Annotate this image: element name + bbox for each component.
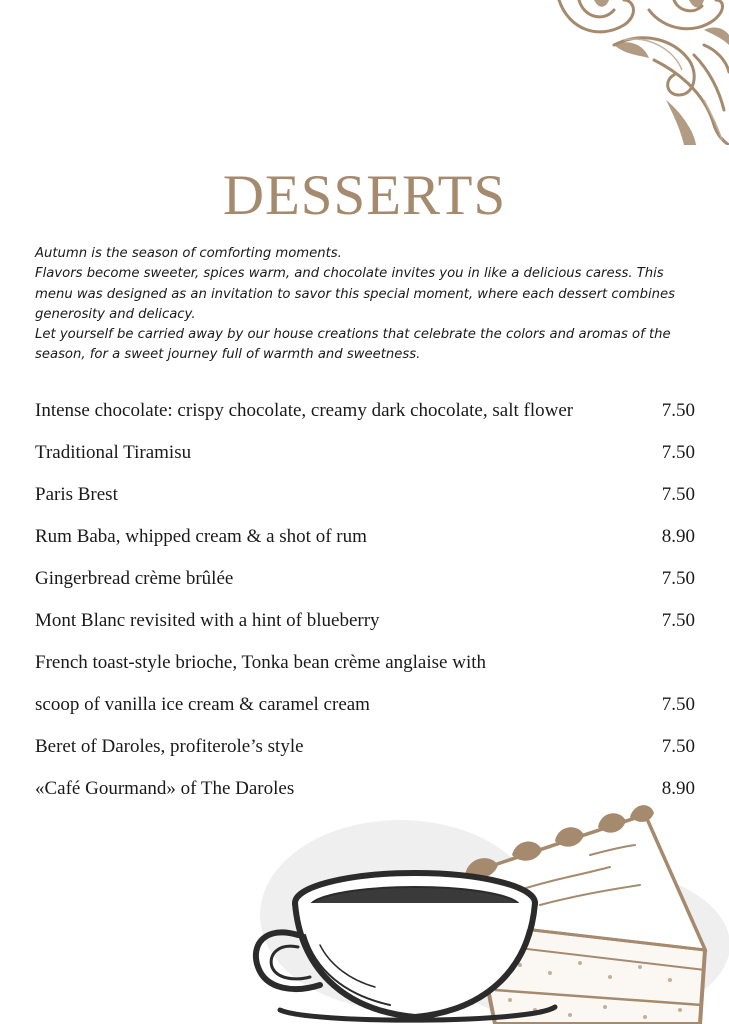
menu-item-name: Intense chocolate: crispy chocolate, creamy dark chocolate, salt flower xyxy=(35,400,574,421)
menu-item xyxy=(35,642,695,684)
page-title: DESSERTS xyxy=(222,164,507,227)
menu-item-price: 7.50 xyxy=(661,610,695,631)
menu-item xyxy=(35,474,695,516)
dessert-illustration xyxy=(250,795,729,1024)
intro-text xyxy=(35,244,697,366)
menu-item-name: French toast-style brioche, Tonka bean crème anglaise with xyxy=(35,652,486,673)
menu-item-name: Gingerbread crème brûlée xyxy=(35,568,234,589)
menu-item-price: 8.90 xyxy=(661,526,695,547)
intro-line: Let yourself be carried away by our house creations that celebrate the colors and aromas of the season, for a sweet journey full of warmth and sweetness. xyxy=(35,327,671,363)
menu-item xyxy=(35,432,695,474)
menu-item-name: Paris Brest xyxy=(35,484,118,505)
menu-item-name: Traditional Tiramisu xyxy=(35,442,192,463)
menu-item-price: 7.50 xyxy=(661,694,695,715)
menu-item-price: 8.90 xyxy=(661,778,695,799)
menu-item xyxy=(35,600,695,642)
menu-item xyxy=(35,516,695,558)
menu-item-price: 7.50 xyxy=(661,400,695,421)
intro-line: Flavors become sweeter, spices warm, and chocolate invites you in like a delicious caress. This menu was designed as an invitation to savor this special moment, where each dessert combines generosity and delicacy. xyxy=(35,266,675,322)
menu-item-price: 7.50 xyxy=(661,736,695,757)
menu-item xyxy=(35,684,695,726)
menu-item-price: 7.50 xyxy=(661,442,695,463)
intro-line: Autumn is the season of comforting moments. xyxy=(35,246,342,261)
menu-item-name: Rum Baba, whipped cream & a shot of rum xyxy=(35,526,367,547)
baroque-ornament-icon xyxy=(554,0,729,145)
menu-item xyxy=(35,558,695,600)
menu-item-name: scoop of vanilla ice cream & caramel cream xyxy=(35,694,370,715)
menu-item xyxy=(35,390,695,432)
menu-item xyxy=(35,726,695,768)
dessert-menu xyxy=(35,390,695,810)
menu-item-name: Beret of Daroles, profiterole’s style xyxy=(35,736,304,757)
menu-item-price: 7.50 xyxy=(661,568,695,589)
menu-item-name: Mont Blanc revisited with a hint of blueberry xyxy=(35,610,380,631)
menu-item-name: «Café Gourmand» of The Daroles xyxy=(35,778,295,799)
menu-item-price: 7.50 xyxy=(661,484,695,505)
